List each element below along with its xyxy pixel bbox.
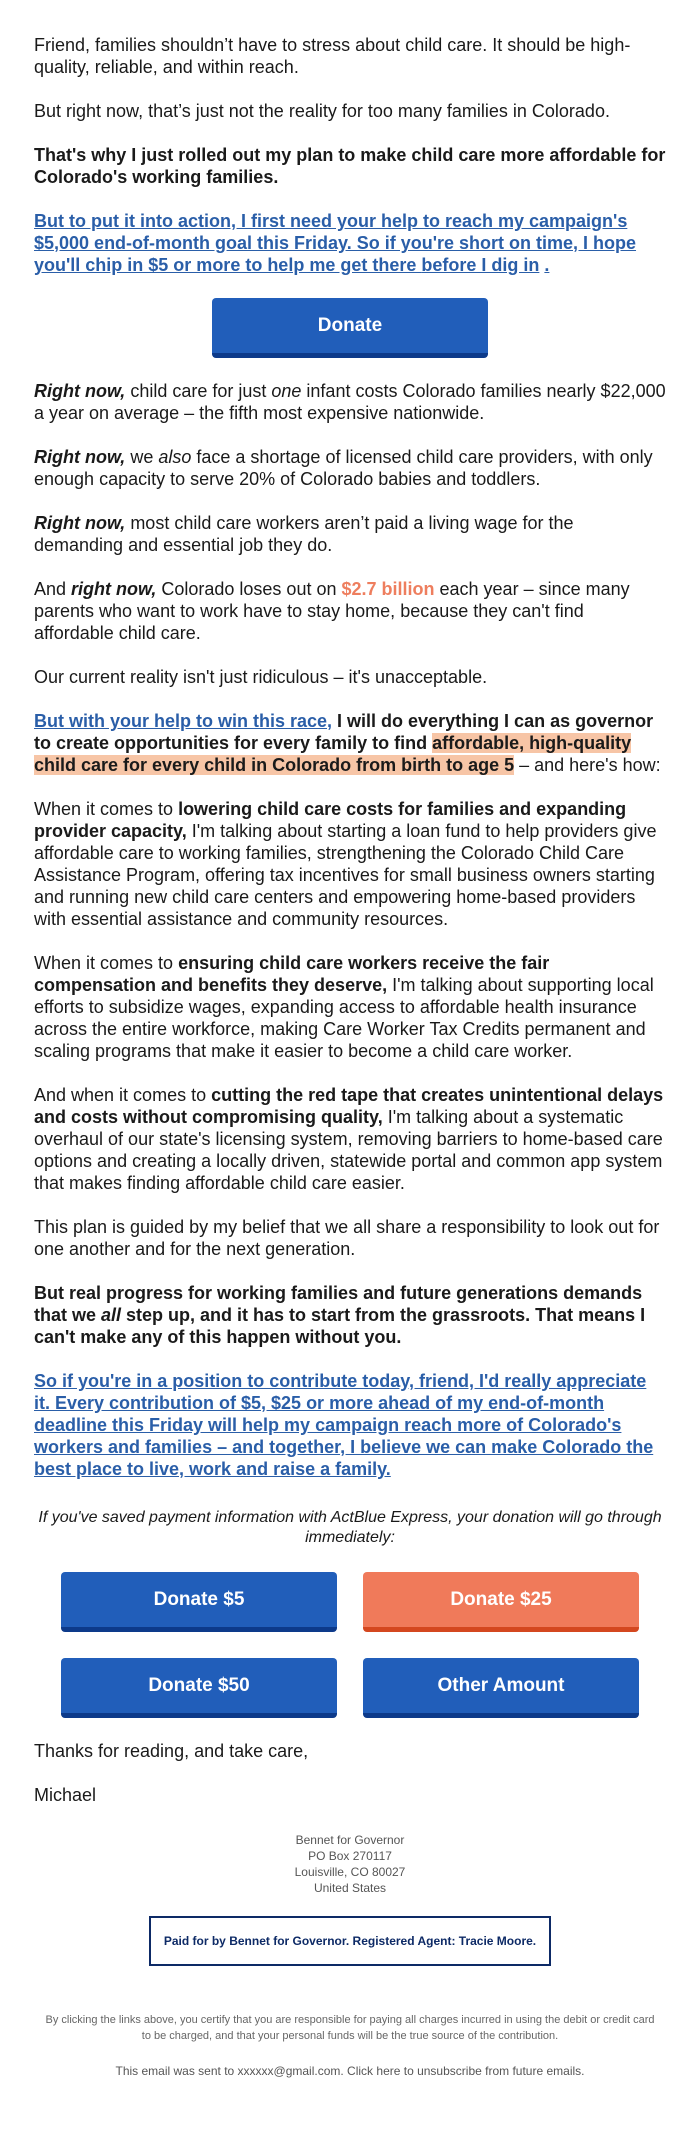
donate-button[interactable]: Donate (212, 298, 488, 358)
billion-amount: $2.7 billion (341, 579, 435, 599)
text: – and here's how: (514, 755, 661, 775)
legal-disclaimer: By clicking the links above, you certify that you are responsible for paying all charges incurred in using the debit or credit card to be charged, and that your personal funds will be the true source of the contribution. (45, 2014, 655, 2042)
signature-name: Michael (34, 1785, 97, 1805)
emphasis: all (101, 1305, 122, 1325)
belief-paragraph: This plan is guided by my belief that we all share a responsibility to look out for one another and for the next generation. (34, 1217, 660, 1259)
reality-paragraph: Our current reality isn't just ridiculous – it's unacceptable. (34, 667, 488, 687)
text: face a shortage of licensed child care providers, with only enough capacity to serve 20% of Colorado babies and toddlers. (34, 447, 653, 489)
intro-paragraph-2: But right now, that’s just not the reality for too many families in Colorado. (34, 101, 610, 121)
plan-intro-paragraph (34, 710, 666, 776)
right-now-paragraph-4 (34, 578, 666, 644)
intro-paragraph-3 (34, 144, 666, 188)
country: United States (313, 1881, 387, 1895)
text: When it comes to (34, 799, 179, 819)
emphasis: one (271, 381, 302, 401)
text: child care for just (125, 381, 272, 401)
right-now-lead: Right now, (34, 447, 126, 467)
thanks-line: Thanks for reading, and take care, (34, 1741, 309, 1761)
emphasis: also (158, 447, 192, 467)
actblue-note: If you've saved payment information with ActBlue Express, your donation will go through immediately: (38, 1509, 662, 1546)
text: I'm talking about starting a loan fund to help providers give affordable care to working families, strengthening the Colorado Child Care Assistance Program, offering tax incentives for small business owners starting and running new child care centers and empowering home-based providers with essential assistance and community resources. (34, 821, 657, 929)
donation-ask (34, 210, 666, 276)
plan-announcement: That's why I just rolled out my plan to make child care more affordable for Colorado's working families. (34, 145, 666, 187)
unsubscribe-line[interactable]: This email was sent to xxxxxx@gmail.com. Click here to unsubscribe from future emails. (115, 2064, 585, 2078)
donation-ask-link-2[interactable]: before I dig in (421, 255, 540, 275)
final-ask-paragraph (34, 1370, 666, 1480)
right-now-lead: Right now, (34, 381, 126, 401)
donation-ask-link-3[interactable]: . (544, 255, 550, 275)
point-heading: cutting the red tape that creates unintentional delays and costs without compromising quality, (34, 1085, 664, 1127)
right-now-paragraph-3 (34, 512, 666, 556)
text: Colorado loses out on (156, 579, 342, 599)
plan-point-1 (34, 798, 666, 930)
plan-point-2 (34, 952, 666, 1062)
text: infant costs Colorado families nearly $22,000 a year on average – the fifth most expensive nationwide. (34, 381, 666, 423)
mailing-address (34, 1832, 666, 1896)
other-amount-button[interactable]: Other Amount (363, 1658, 639, 1718)
final-ask-link[interactable]: So if you're in a position to contribute today, friend, I'd really appreciate it. Every contribution of $5, $25 or more ahead of my end-of-month deadline this Friday will help my campaign reach more of Colorado's workers and families – and together, I believe we can make Colorado the best place to live, work and raise a family. (34, 1371, 654, 1479)
paid-for-disclaimer: Paid for by Bennet for Governor. Registered Agent: Tracie Moore. (149, 1916, 551, 1966)
org-name: Bennet for Governor (295, 1833, 405, 1847)
donate-50-button[interactable]: Donate $50 (61, 1658, 337, 1718)
donate-25-button[interactable]: Donate $25 (363, 1572, 639, 1632)
text: And (34, 579, 72, 599)
donation-button-grid (61, 1572, 639, 1718)
city-state-zip: Louisville, CO 80027 (294, 1865, 406, 1879)
point-heading: lowering child care costs for families and expanding provider capacity, (34, 799, 627, 841)
point-heading: ensuring child care workers receive the fair compensation and benefits they deserve, (34, 953, 550, 995)
plan-point-3 (34, 1084, 666, 1194)
text: I'm talking about a systematic overhaul of our state's licensing system, removing barriers to home-based care options and creating a locally driven, statewide portal and common app system that makes finding affordable child care easier. (34, 1107, 663, 1193)
text: And when it comes to (34, 1085, 212, 1105)
text: When it comes to (34, 953, 179, 973)
text: we (125, 447, 159, 467)
intro-paragraph-1: Friend, families shouldn’t have to stress about child care. It should be high-quality, reliable, and within reach. (34, 35, 631, 77)
text: I'm talking about supporting local efforts to subsidize wages, expanding access to affordable health insurance across the entire workforce, making Care Worker Tax Credits permanent and scaling programs that make it easier to become a child care worker. (34, 975, 654, 1061)
donation-ask-link[interactable]: But to put it into action, I first need your help to reach my campaign's $5,000 end-of-month goal this Friday. So if you're short on time, I hope you'll chip in $5 or more to help me get there (34, 211, 637, 275)
text: most child care workers aren’t paid a living wage for the demanding and essential job they do. (34, 513, 574, 555)
text: step up, and it has to start from the grassroots. That means I can't make any of this happen without you. (34, 1305, 646, 1347)
right-now-lead: Right now, (34, 513, 126, 533)
text: each year – since many parents who want to work have to stay home, because they can't find affordable child care. (34, 579, 630, 643)
win-race-link[interactable]: But with your help to win this race, (34, 711, 333, 731)
progress-paragraph (34, 1282, 666, 1348)
right-now-paragraph-1 (34, 380, 666, 424)
right-now-paragraph-2 (34, 446, 666, 490)
right-now-lead: right now, (71, 579, 157, 599)
highlighted-goal: affordable, high-quality child care for every child in Colorado from birth to age 5 (34, 733, 632, 775)
donate-5-button[interactable]: Donate $5 (61, 1572, 337, 1632)
po-box: PO Box 270117 (308, 1849, 392, 1863)
plan-intro-bold: I will do everything I can as governor to create opportunities for every family to find (34, 711, 654, 753)
text: But real progress for working families and future generations demands that we (34, 1283, 643, 1325)
